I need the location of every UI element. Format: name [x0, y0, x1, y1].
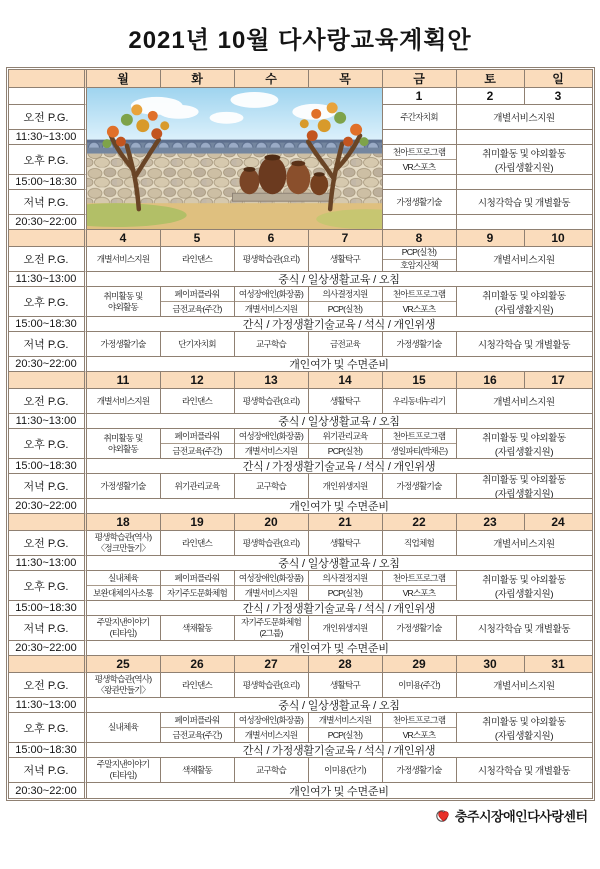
merged-info-cell: 중식 / 일상생활교육 / 오침	[87, 414, 592, 429]
time-label-cell: 11:30~13:00	[9, 698, 87, 713]
schedule-cell: 실내체육	[87, 713, 161, 743]
schedule-cell: 주말지낸이야기 (티타임)	[87, 616, 161, 641]
weekend-cell: 시청각학습 및 개별활동	[457, 332, 592, 357]
schedule-cell: 의사결정지원 PCP(실천)	[309, 571, 383, 601]
weekend-cell: 취미활동 및 야외활동 (자립생활지원)	[457, 713, 592, 743]
date-cell: 12	[161, 372, 235, 389]
time-label-cell: 15:00~18:30	[9, 459, 87, 474]
schedule-cell: 직업체험	[383, 531, 457, 556]
day-header-cell: 수	[235, 70, 309, 88]
schedule-cell: 생활탁구	[309, 389, 383, 414]
time-label-cell: 오전 P.G.	[9, 105, 87, 130]
weekend-cell: 취미활동 및 야외활동 (자립생활지원)	[457, 429, 592, 459]
time-label-cell: 저녁 P.G.	[9, 616, 87, 641]
merged-info-cell: 중식 / 일상생활교육 / 오침	[87, 556, 592, 571]
weekend-cell: 시청각학습 및 개별활동	[457, 190, 592, 215]
schedule-cell: 평생학습관(요리)	[235, 531, 309, 556]
merged-info-cell: 개인여가 및 수면준비	[87, 357, 592, 372]
weekend-cell	[457, 175, 592, 190]
empty-label-cell	[9, 88, 87, 105]
time-label-cell: 오후 P.G.	[9, 287, 87, 317]
weekend-cell	[457, 130, 592, 145]
date-cell: 16	[457, 372, 525, 389]
time-label-cell: 11:30~13:00	[9, 130, 87, 145]
time-label-cell: 15:00~18:30	[9, 175, 87, 190]
weekend-cell: 개별서비스지원	[457, 105, 592, 130]
merged-info-cell: 중식 / 일상생활교육 / 오침	[87, 272, 592, 287]
merged-info-cell: 간식 / 가정생활기술교육 / 석식 / 개인위생	[87, 317, 592, 332]
schedule-cell: 여성장애인(화장품) 개별서비스지원	[235, 713, 309, 743]
weekend-cell: 개별서비스지원	[457, 389, 592, 414]
corner-cell	[9, 656, 87, 673]
schedule-cell: 라인댄스	[161, 389, 235, 414]
schedule-cell: 라인댄스	[161, 531, 235, 556]
corner-cell	[9, 230, 87, 247]
date-cell: 27	[235, 656, 309, 673]
schedule-cell: 가정생활기술	[383, 474, 457, 499]
schedule-cell: 단기자치회	[161, 332, 235, 357]
date-cell: 10	[525, 230, 592, 247]
schedule-cell: 페이퍼플라워 금전교육(주간)	[161, 287, 235, 317]
weekend-cell: 시청각학습 및 개별활동	[457, 616, 592, 641]
schedule-cell: PCP(실천) 호암지산책	[383, 247, 457, 272]
date-cell: 11	[87, 372, 161, 389]
schedule-cell: 개별서비스지원	[87, 247, 161, 272]
corner-cell	[9, 372, 87, 389]
schedule-cell: 우리동네누리기	[383, 389, 457, 414]
date-cell: 28	[309, 656, 383, 673]
schedule-cell: 취미활동 및 야외활동	[87, 287, 161, 317]
date-cell: 13	[235, 372, 309, 389]
schedule-cell: 자기주도문화체험 (2그룹)	[235, 616, 309, 641]
weekend-cell: 개별서비스지원	[457, 531, 592, 556]
heart-logo-icon	[435, 807, 452, 824]
date-cell: 29	[383, 656, 457, 673]
time-label-cell: 20:30~22:00	[9, 357, 87, 372]
time-label-cell: 11:30~13:00	[9, 272, 87, 287]
schedule-cell: 페이퍼플라워 금전교육(주간)	[161, 429, 235, 459]
schedule-cell: 의사결정지원 PCP(실천)	[309, 287, 383, 317]
merged-info-cell: 개인여가 및 수면준비	[87, 783, 592, 798]
schedule-cell: 주말지낸이야기 (티타임)	[87, 758, 161, 783]
schedule-cell: 여성장애인(화장품) 개별서비스지원	[235, 571, 309, 601]
schedule-cell: 개인위생지원	[309, 474, 383, 499]
schedule-cell: 교구학습	[235, 474, 309, 499]
schedule-cell: 평생학습관(요리)	[235, 389, 309, 414]
schedule-cell: 색채활동	[161, 616, 235, 641]
schedule-table	[6, 67, 595, 801]
schedule-cell: 실내체육 보완대체의사소통	[87, 571, 161, 601]
time-label-cell: 오전 P.G.	[9, 389, 87, 414]
time-label-cell: 저녁 P.G.	[9, 332, 87, 357]
schedule-cell: 천아트프로그램 VR스포츠	[383, 145, 457, 175]
date-cell: 2	[457, 88, 525, 105]
time-label-cell: 11:30~13:00	[9, 556, 87, 571]
weekend-cell: 개별서비스지원	[457, 673, 592, 698]
time-label-cell: 오전 P.G.	[9, 673, 87, 698]
schedule-cell: 교구학습	[235, 758, 309, 783]
time-label-cell: 저녁 P.G.	[9, 474, 87, 499]
time-label-cell: 20:30~22:00	[9, 499, 87, 514]
weekend-cell: 취미활동 및 야외활동 (자립생활지원)	[457, 145, 592, 175]
date-cell: 31	[525, 656, 592, 673]
time-label-cell: 15:00~18:30	[9, 743, 87, 758]
schedule-cell	[383, 215, 457, 230]
schedule-cell: 가정생활기술	[87, 332, 161, 357]
date-cell: 7	[309, 230, 383, 247]
schedule-cell: 생활탁구	[309, 247, 383, 272]
autumn-scene-illustration	[87, 88, 383, 230]
time-label-cell: 오후 P.G.	[9, 145, 87, 175]
time-label-cell: 오후 P.G.	[9, 429, 87, 459]
date-cell: 23	[457, 514, 525, 531]
corner-cell	[9, 70, 87, 88]
day-header-cell: 금	[383, 70, 457, 88]
schedule-cell: 개인위생지원	[309, 616, 383, 641]
date-cell: 24	[525, 514, 592, 531]
schedule-cell: 천아트프로그램 VR스포츠	[383, 713, 457, 743]
schedule-cell: 주간자치회	[383, 105, 457, 130]
schedule-cell: 가정생활기술	[383, 332, 457, 357]
time-label-cell: 저녁 P.G.	[9, 190, 87, 215]
date-cell: 18	[87, 514, 161, 531]
date-cell: 14	[309, 372, 383, 389]
date-cell: 1	[383, 88, 457, 105]
time-label-cell: 오후 P.G.	[9, 571, 87, 601]
time-label-cell: 오전 P.G.	[9, 531, 87, 556]
schedule-cell: 교구학습	[235, 332, 309, 357]
schedule-cell: 라인댄스	[161, 247, 235, 272]
schedule-cell: 천아트프로그램 생일파티(박채은)	[383, 429, 457, 459]
weekend-cell: 취미활동 및 야외활동 (자립생활지원)	[457, 287, 592, 317]
schedule-cell: 천아트프로그램 VR스포츠	[383, 287, 457, 317]
date-cell: 21	[309, 514, 383, 531]
schedule-cell: 페이퍼플라워 자기주도문화체험	[161, 571, 235, 601]
date-cell: 3	[525, 88, 592, 105]
schedule-cell: 평생학습관(요리)	[235, 673, 309, 698]
schedule-cell: 여성장애인(화장품) 개별서비스지원	[235, 287, 309, 317]
schedule-cell: 금전교육	[309, 332, 383, 357]
schedule-cell: 위기관리교육 PCP(실천)	[309, 429, 383, 459]
time-label-cell: 15:00~18:30	[9, 601, 87, 616]
schedule-cell: 개별서비스지원 PCP(실천)	[309, 713, 383, 743]
weekend-cell: 취미활동 및 야외활동 (자립생활지원)	[457, 571, 592, 601]
date-cell: 26	[161, 656, 235, 673]
time-label-cell: 20:30~22:00	[9, 641, 87, 656]
schedule-cell	[383, 175, 457, 190]
day-header-cell: 화	[161, 70, 235, 88]
time-label-cell: 20:30~22:00	[9, 215, 87, 230]
schedule-cell: 개별서비스지원	[87, 389, 161, 414]
schedule-cell: 생활탁구	[309, 673, 383, 698]
date-cell: 8	[383, 230, 457, 247]
time-label-cell: 저녁 P.G.	[9, 758, 87, 783]
schedule-cell: 생활탁구	[309, 531, 383, 556]
schedule-cell: 페이퍼플라워 금전교육(주간)	[161, 713, 235, 743]
schedule-cell: 가정생활기술	[383, 190, 457, 215]
day-header-cell: 목	[309, 70, 383, 88]
date-cell: 30	[457, 656, 525, 673]
day-header-cell: 월	[87, 70, 161, 88]
time-label-cell: 20:30~22:00	[9, 783, 87, 798]
weekend-cell	[457, 215, 592, 230]
day-header-cell: 토	[457, 70, 525, 88]
footer	[9, 806, 592, 825]
schedule-cell: 평생학습관(역사) 〈왕관만들기〉	[87, 673, 161, 698]
weekend-cell: 취미활동 및 야외활동 (자립생활지원)	[457, 474, 592, 499]
schedule-cell: 가정생활기술	[87, 474, 161, 499]
schedule-cell: 평생학습관(역사) 〈정크만들기〉	[87, 531, 161, 556]
page-title: 2021년 10월 다사랑교육계획안	[128, 27, 472, 54]
schedule-cell: 라인댄스	[161, 673, 235, 698]
schedule-cell: 가정생활기술	[383, 758, 457, 783]
schedule-cell: 가정생활기술	[383, 616, 457, 641]
schedule-cell: 이미용(단기)	[309, 758, 383, 783]
organization-name: 충주시장애인다사랑센터	[454, 809, 588, 824]
merged-info-cell: 간식 / 가정생활기술교육 / 석식 / 개인위생	[87, 743, 592, 758]
date-cell: 22	[383, 514, 457, 531]
schedule-cell: 천아트프로그램 VR스포츠	[383, 571, 457, 601]
merged-info-cell: 간식 / 가정생활기술교육 / 석식 / 개인위생	[87, 459, 592, 474]
weekend-cell: 개별서비스지원	[457, 247, 592, 272]
time-label-cell: 15:00~18:30	[9, 317, 87, 332]
schedule-cell	[383, 130, 457, 145]
merged-info-cell: 간식 / 가정생활기술교육 / 석식 / 개인위생	[87, 601, 592, 616]
time-label-cell: 오전 P.G.	[9, 247, 87, 272]
schedule-cell: 이미용(주간)	[383, 673, 457, 698]
date-cell: 17	[525, 372, 592, 389]
time-label-cell: 11:30~13:00	[9, 414, 87, 429]
date-cell: 20	[235, 514, 309, 531]
schedule-cell: 여성장애인(화장품) 개별서비스지원	[235, 429, 309, 459]
schedule-cell: 취미활동 및 야외활동	[87, 429, 161, 459]
merged-info-cell: 중식 / 일상생활교육 / 오침	[87, 698, 592, 713]
schedule-cell: 위기관리교육	[161, 474, 235, 499]
date-cell: 9	[457, 230, 525, 247]
time-label-cell: 오후 P.G.	[9, 713, 87, 743]
weekend-cell: 시청각학습 및 개별활동	[457, 758, 592, 783]
schedule-cell: 평생학습관(요리)	[235, 247, 309, 272]
date-cell: 5	[161, 230, 235, 247]
corner-cell	[9, 514, 87, 531]
merged-info-cell: 개인여가 및 수면준비	[87, 499, 592, 514]
merged-info-cell: 개인여가 및 수면준비	[87, 641, 592, 656]
day-header-cell: 일	[525, 70, 592, 88]
date-cell: 25	[87, 656, 161, 673]
date-cell: 15	[383, 372, 457, 389]
date-cell: 6	[235, 230, 309, 247]
date-cell: 19	[161, 514, 235, 531]
date-cell: 4	[87, 230, 161, 247]
schedule-cell: 색채활동	[161, 758, 235, 783]
